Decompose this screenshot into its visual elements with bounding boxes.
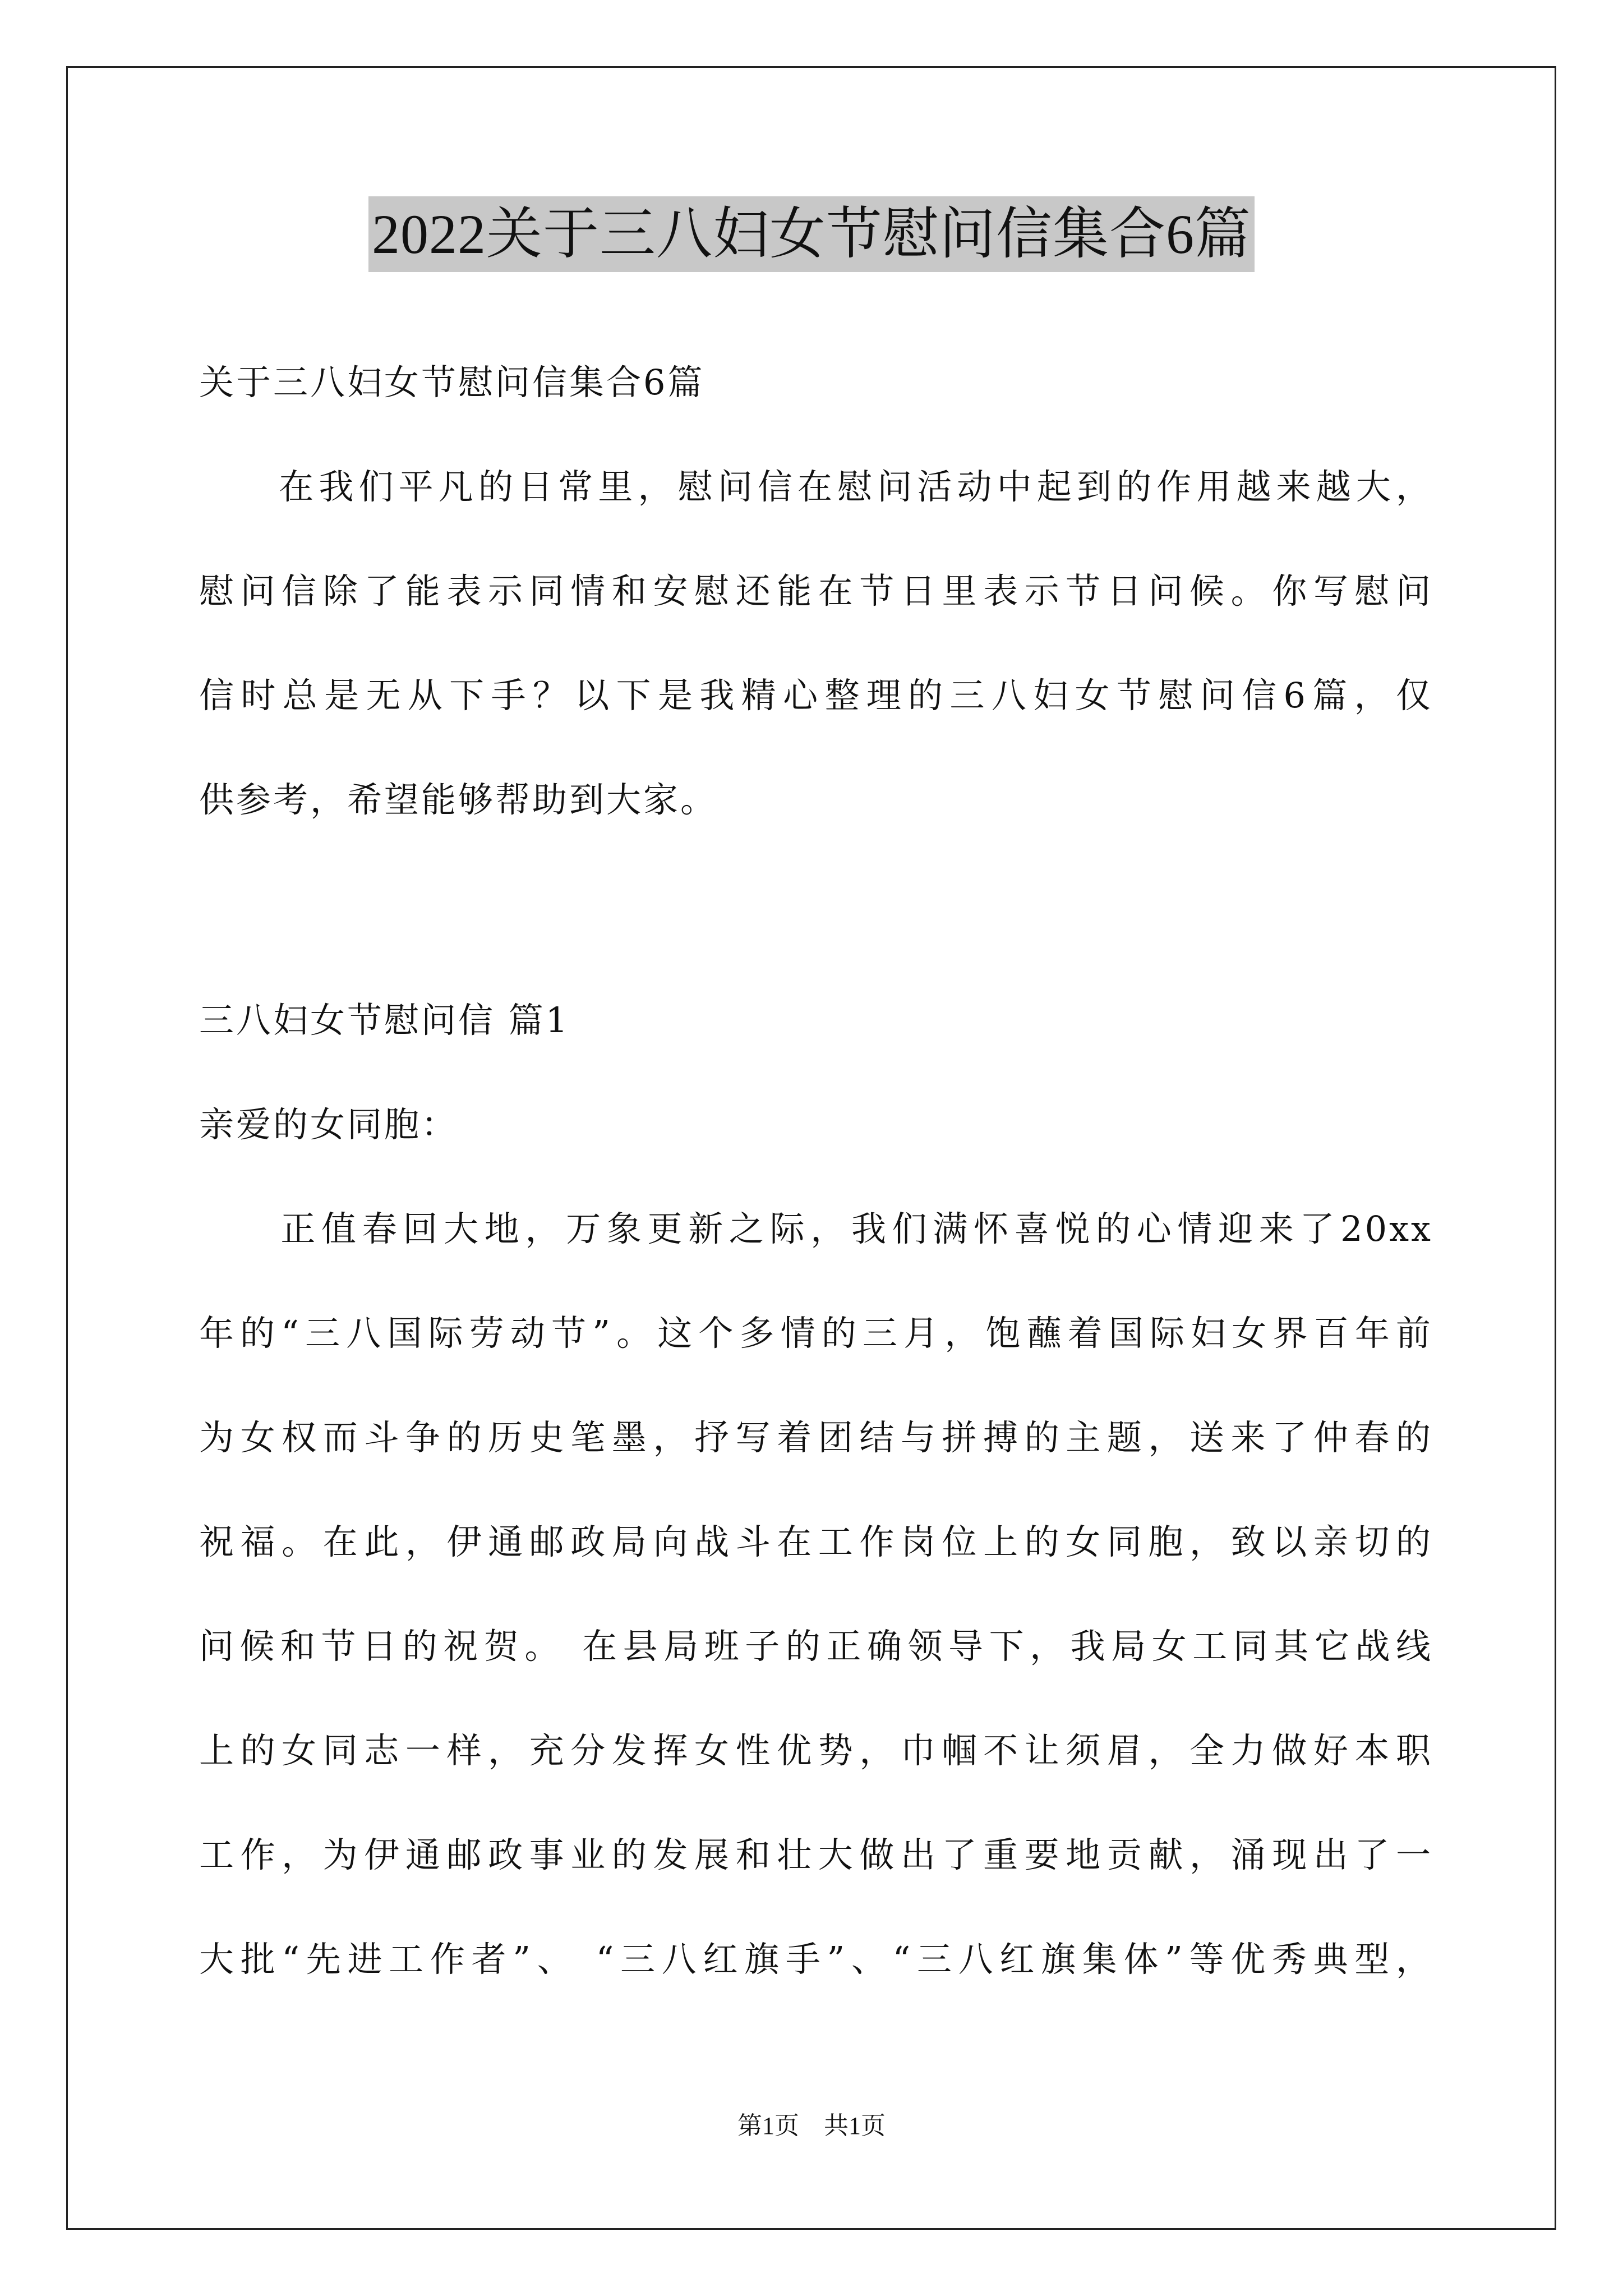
title-block (0, 196, 1623, 272)
salutation: 亲爱的女同胞： (199, 1104, 459, 1145)
section-heading: 三八妇女节慰问信 篇1 (199, 1000, 570, 1041)
body-line-6: 上的女同志一样，充分发挥女性优势，巾帼不让须眉，全力做好本职 (199, 1730, 1433, 1771)
body-line-4: 祝福。在此，伊通邮政局向战斗在工作岗位上的女同胞，致以亲切的 (199, 1521, 1433, 1562)
body-line-1: 正值春回大地，万象更新之际，我们满怀喜悦的心情迎来了20xx (199, 1208, 1433, 1249)
body-line-7: 工作，为伊通邮政事业的发展和壮大做出了重要地贡献，涌现出了一 (199, 1834, 1433, 1875)
body-line-5: 问候和节日的祝贺。 在县局班子的正确领导下，我局女工同其它战线 (199, 1626, 1433, 1667)
intro-line-1: 在我们平凡的日常里，慰问信在慰问活动中起到的作用越来越大， (199, 466, 1433, 507)
body-line-2: 年的“三八国际劳动节”。这个多情的三月，饱蘸着国际妇女界百年前 (199, 1313, 1433, 1354)
intro-line-2: 慰问信除了能表示同情和安慰还能在节日里表示节日问候。你写慰问 (199, 570, 1433, 611)
page-footer: 第1页 共1页 (737, 2112, 886, 2139)
intro-line-3: 信时总是无从下手？以下是我精心整理的三八妇女节慰问信6篇，仅 (199, 675, 1433, 716)
document-title: 2022关于三八妇女节慰问信集合6篇 (368, 196, 1255, 272)
body-line-8: 大批“先进工作者”、 “三八红旗手”、“三八红旗集体”等优秀典型， (199, 1939, 1433, 1980)
document-subtitle: 关于三八妇女节慰问信集合6篇 (199, 362, 705, 403)
body-line-3: 为女权而斗争的历史笔墨，抒写着团结与拼搏的主题，送来了仲春的 (199, 1417, 1433, 1458)
intro-line-4: 供参考，希望能够帮助到大家。 (199, 779, 718, 820)
